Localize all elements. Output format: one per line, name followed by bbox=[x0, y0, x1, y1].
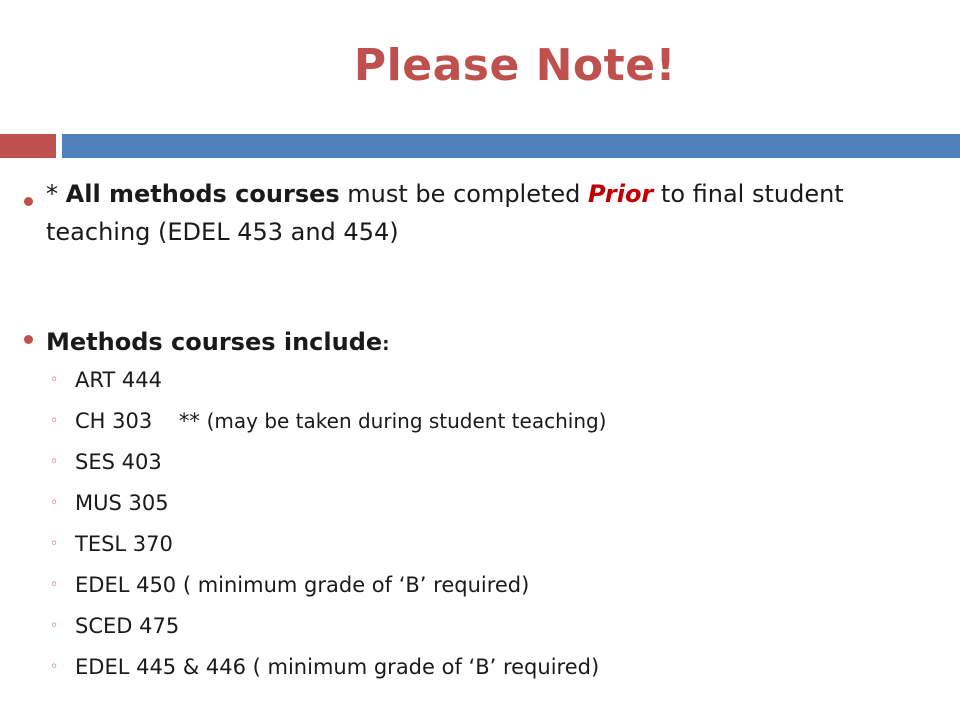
note-suffix-text: to final student teaching (EDEL 453 and 454) bbox=[46, 180, 844, 246]
heading-text: Methods courses include bbox=[46, 328, 383, 356]
course-name: ART 444 bbox=[75, 368, 163, 392]
slide-title: Please Note! bbox=[353, 40, 677, 91]
course-name: EDEL 450 ( minimum grade of ‘B’ required) bbox=[75, 573, 530, 597]
list-item bbox=[0, 611, 960, 652]
list-item bbox=[0, 652, 960, 693]
title-accent-bar-red bbox=[0, 134, 56, 158]
sub-bullet-icon: ◦ bbox=[50, 536, 59, 552]
bullet-dot bbox=[24, 335, 33, 344]
note-mid-text: must be completed bbox=[339, 180, 589, 208]
sub-bullet-icon: ◦ bbox=[50, 659, 59, 675]
note-prefix: * bbox=[46, 180, 66, 208]
title-accent-bar-blue bbox=[62, 134, 960, 158]
note-bold-text: All methods courses bbox=[65, 180, 340, 208]
sub-bullet-icon: ◦ bbox=[50, 372, 59, 388]
list-item bbox=[0, 529, 960, 570]
sub-bullet-icon: ◦ bbox=[50, 618, 59, 634]
course-note: (may be taken during student teaching) bbox=[206, 409, 607, 433]
course-name: MUS 305 bbox=[75, 491, 169, 515]
course-name bbox=[75, 406, 607, 436]
course-name: SCED 475 bbox=[75, 614, 180, 638]
note-emphasis-prior: Prior bbox=[588, 180, 654, 208]
methods-courses-heading bbox=[46, 323, 946, 364]
course-code: CH 303 ** bbox=[75, 409, 207, 433]
course-name: TESL 370 bbox=[75, 532, 173, 556]
list-item bbox=[0, 447, 960, 488]
heading-colon: : bbox=[382, 334, 390, 355]
list-item bbox=[0, 488, 960, 529]
sub-bullet-icon: ◦ bbox=[50, 454, 59, 470]
course-name: SES 403 bbox=[75, 450, 162, 474]
sub-bullet-icon: ◦ bbox=[50, 577, 59, 593]
sub-bullet-icon: ◦ bbox=[50, 413, 59, 429]
bullet-dot bbox=[24, 197, 33, 206]
methods-completion-note bbox=[46, 175, 946, 251]
sub-bullet-icon: ◦ bbox=[50, 495, 59, 511]
list-item bbox=[0, 406, 960, 447]
course-name: EDEL 445 & 446 ( minimum grade of ‘B’ required) bbox=[75, 655, 600, 679]
methods-course-list bbox=[0, 365, 960, 693]
list-item bbox=[0, 570, 960, 611]
list-item bbox=[0, 365, 960, 406]
